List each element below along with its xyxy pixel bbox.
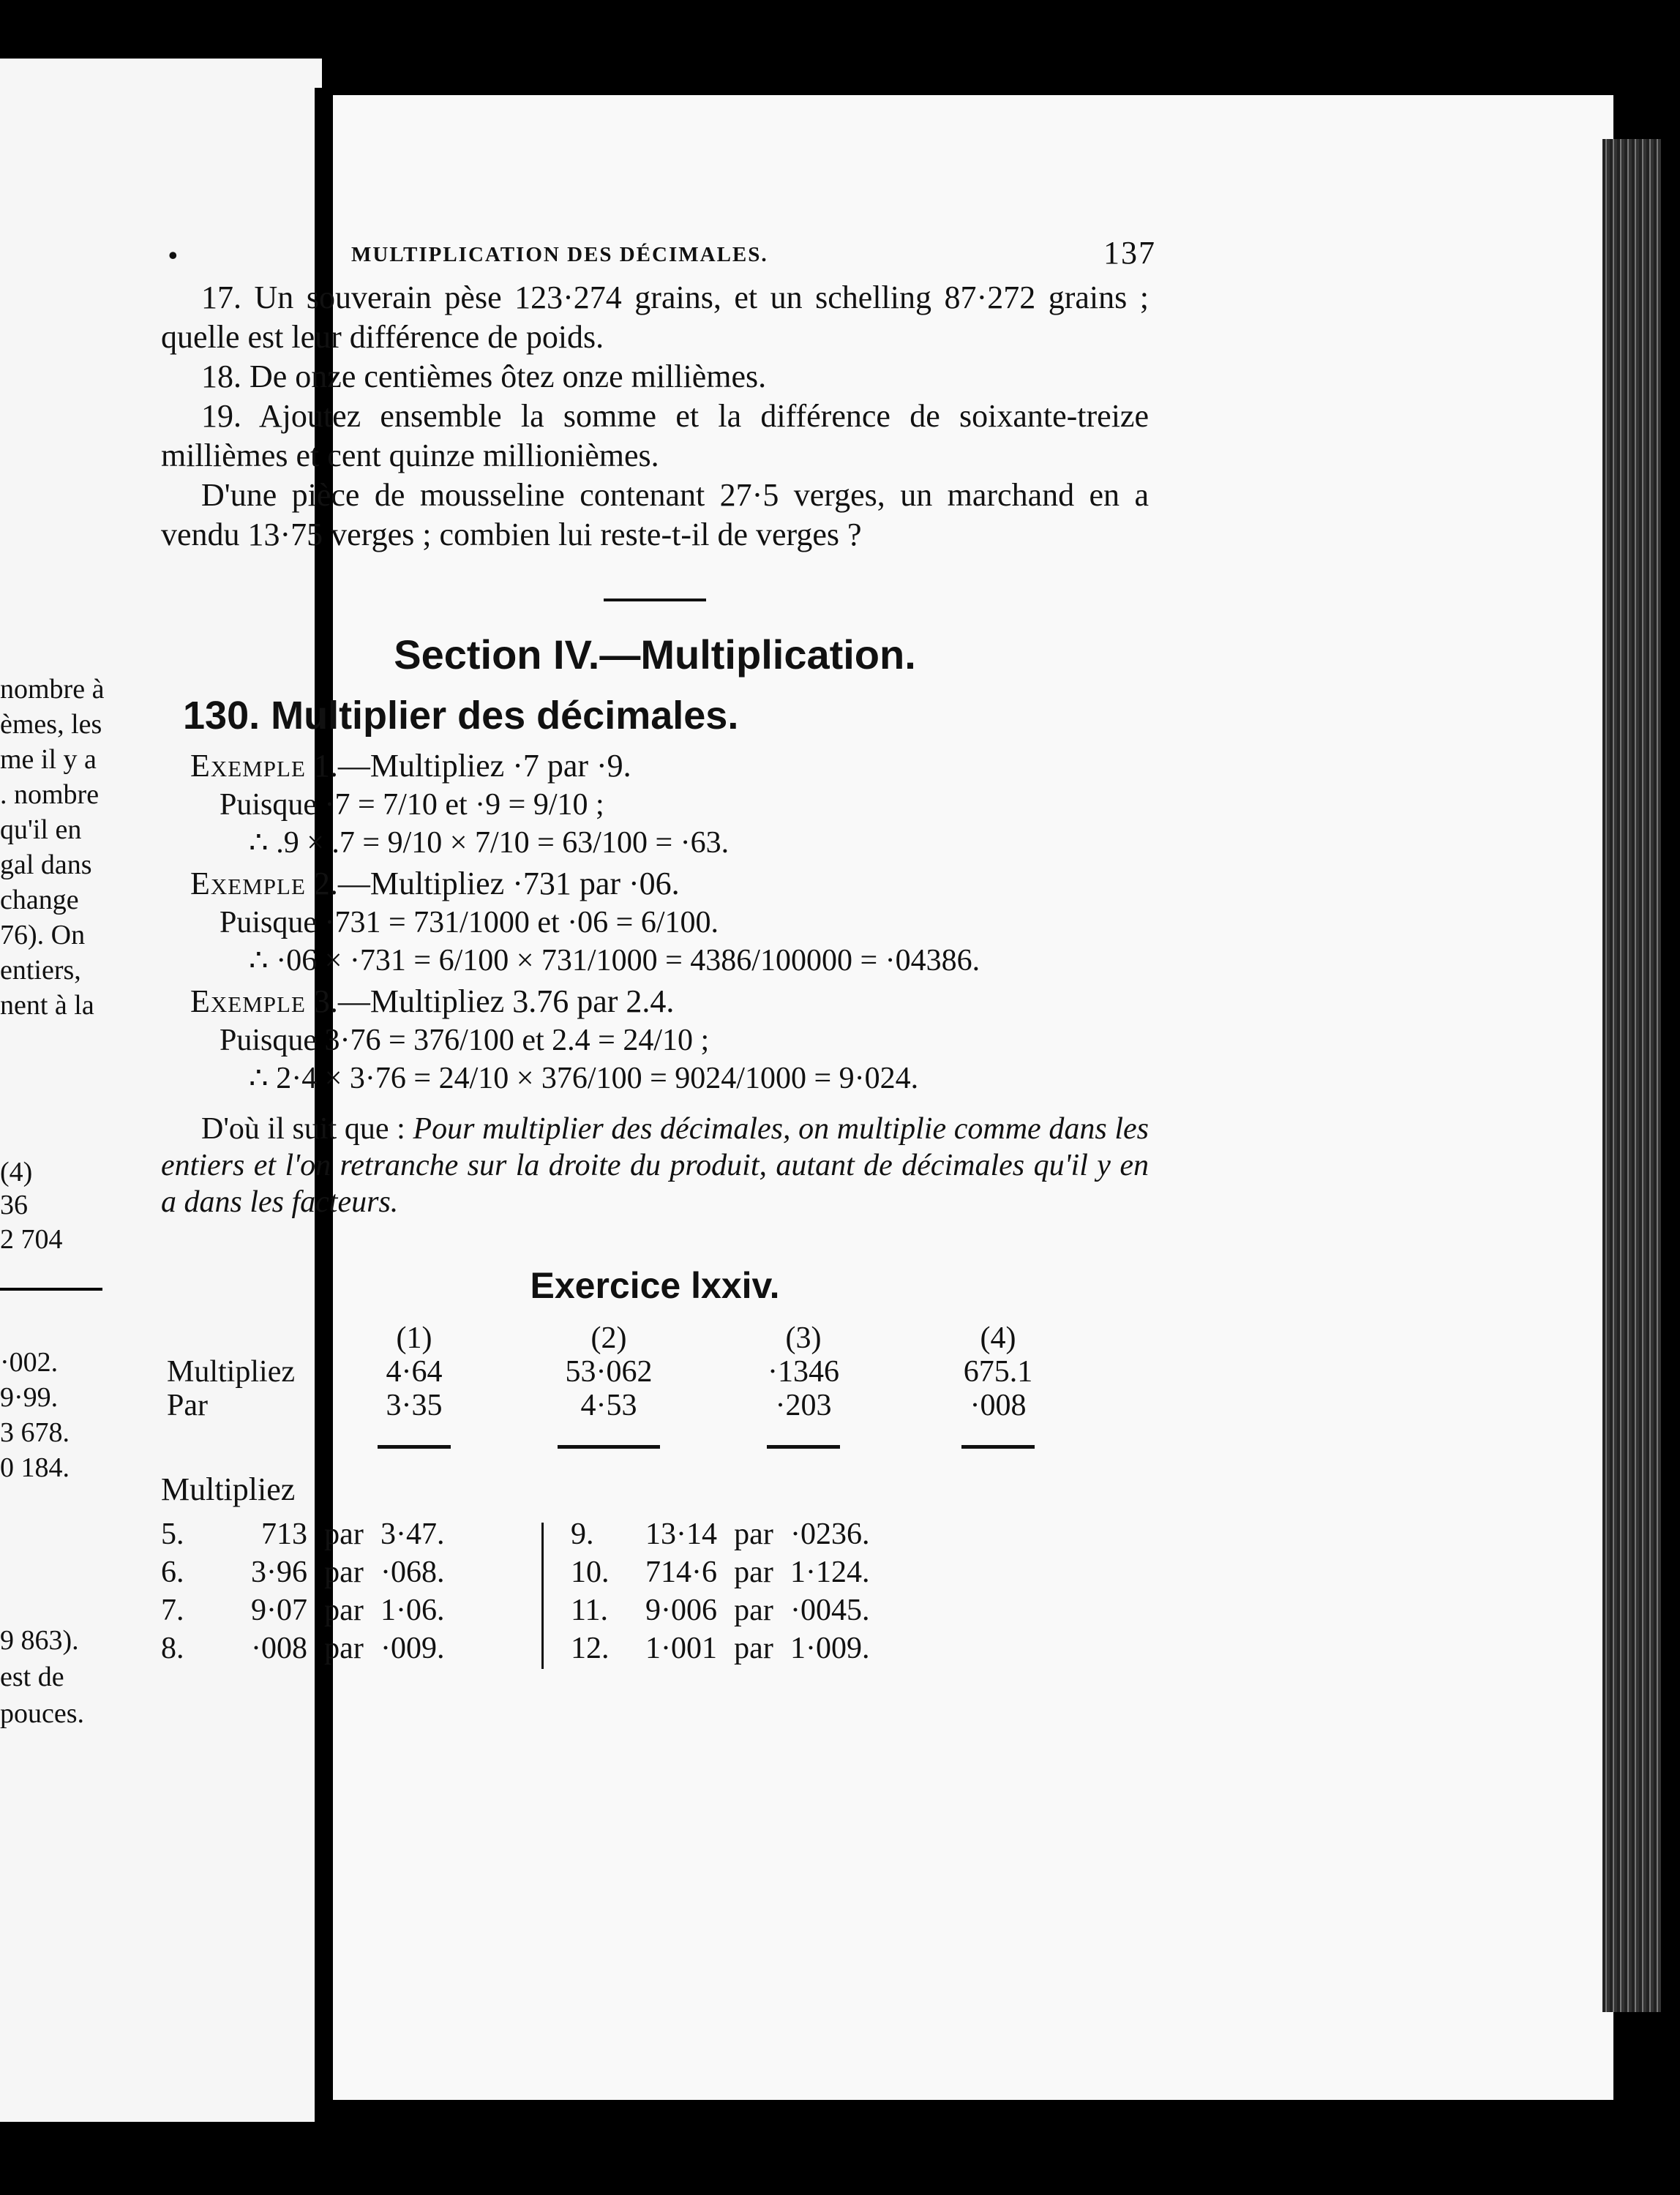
page-number: 137 bbox=[1103, 235, 1156, 271]
left-fragment: me il y a bbox=[0, 744, 97, 775]
left-answer: 3 678. bbox=[0, 1417, 70, 1448]
table-row bbox=[161, 1321, 1095, 1355]
left-sum-rule bbox=[0, 1288, 102, 1291]
left-fragment: nombre à bbox=[0, 674, 105, 705]
column-number: (2) bbox=[590, 1321, 627, 1355]
header-dot: • bbox=[168, 241, 179, 270]
table-cell: 4·53 bbox=[580, 1389, 637, 1422]
list-item: 6. 3·96 par ·068. bbox=[161, 1556, 445, 1589]
example-2-line-1: Puisque ·731 = 731/1000 et ·06 = 6/100. bbox=[220, 906, 719, 939]
example-1-line-1: Puisque ·7 = 7/10 et ·9 = 9/10 ; bbox=[220, 788, 604, 822]
left-tail: est de bbox=[0, 1662, 64, 1692]
answer-rule bbox=[378, 1445, 451, 1449]
list-item: 8. ·008 par ·009. bbox=[161, 1632, 445, 1665]
exercise-table bbox=[161, 1321, 1095, 1456]
left-tail: 9 863). bbox=[0, 1625, 79, 1656]
list-item: 9. 13·14 par ·0236. bbox=[571, 1517, 870, 1551]
answer-rule bbox=[558, 1445, 660, 1449]
left-fragment: èmes, les bbox=[0, 709, 102, 740]
exercise-problems bbox=[161, 1515, 1149, 1684]
example-3-line-2: ∴ 2·4 × 3·76 = 24/10 × 376/100 = 9024/1000 = 9·024. bbox=[249, 1062, 919, 1095]
left-tail: pouces. bbox=[0, 1698, 85, 1729]
table-cell: 675.1 bbox=[963, 1355, 1033, 1389]
section-divider bbox=[604, 599, 706, 601]
problem-18: 18. De onze centièmes ôtez onze millièmes. bbox=[201, 359, 767, 394]
example-label: Exemple bbox=[190, 983, 306, 1019]
left-fragment: . nombre bbox=[0, 779, 100, 810]
left-fragment: qu'il en bbox=[0, 814, 82, 845]
article-title: 130. Multiplier des décimales. bbox=[183, 694, 739, 738]
example-label: Exemple bbox=[190, 748, 306, 784]
problem-17: 17. Un souverain pèse 123·274 grains, et un schelling 87·272 grains ; quelle est leur différence de poids. bbox=[161, 279, 1149, 355]
table-cell: 3·35 bbox=[386, 1389, 443, 1422]
running-head bbox=[161, 227, 1156, 278]
problems-left-column bbox=[161, 1515, 445, 1667]
left-sum: 2 704 bbox=[0, 1224, 63, 1255]
example-1-heading bbox=[190, 747, 1149, 784]
column-divider bbox=[541, 1523, 544, 1669]
table-row bbox=[161, 1389, 1095, 1422]
rule-statement bbox=[161, 1111, 1149, 1220]
column-number: (3) bbox=[785, 1321, 822, 1355]
column-number: (1) bbox=[396, 1321, 432, 1355]
list-item: 7. 9·07 par 1·06. bbox=[161, 1594, 445, 1627]
table-cell: 53·062 bbox=[565, 1355, 653, 1389]
example-2-heading bbox=[190, 865, 1149, 902]
example-label: Exemple bbox=[190, 866, 306, 901]
section-title: Section IV.—Multiplication. bbox=[394, 631, 916, 678]
example-text: 1.—Multipliez ·7 par ·9. bbox=[305, 748, 631, 784]
exercise-title: Exercice lxxiv. bbox=[530, 1265, 780, 1306]
exercise-subheading: Multipliez bbox=[161, 1471, 296, 1507]
table-cell: ·203 bbox=[775, 1389, 832, 1422]
list-item: 5. 713 par 3·47. bbox=[161, 1517, 445, 1551]
table-row bbox=[161, 1355, 1095, 1389]
left-fragment: 76). On bbox=[0, 920, 86, 950]
list-item: 12. 1·001 par 1·009. bbox=[571, 1632, 870, 1665]
list-item: 10. 714·6 par 1·124. bbox=[571, 1556, 870, 1589]
left-fragment: nent à la bbox=[0, 990, 94, 1021]
list-item: 11. 9·006 par ·0045. bbox=[571, 1594, 870, 1627]
table-row bbox=[161, 1422, 1095, 1456]
rule-text: Pour multiplier des décimales, on multiplie comme dans les entiers et l'on retranche sur la droite du produit, autant de décimales qu'il y en a dans les facteurs. bbox=[161, 1112, 1149, 1219]
left-answer: 0 184. bbox=[0, 1452, 70, 1483]
table-cell: ·008 bbox=[970, 1389, 1027, 1422]
table-cell: ·1346 bbox=[767, 1355, 839, 1389]
example-1-line-2: ∴ .9 × .7 = 9/10 × 7/10 = 63/100 = ·63. bbox=[249, 826, 730, 860]
answer-rule bbox=[961, 1445, 1035, 1449]
left-answer: ·002. bbox=[0, 1347, 59, 1378]
answer-rule bbox=[767, 1445, 840, 1449]
problem-20: D'une pièce de mousseline contenant 27·5 verges, un marchand en a vendu 13·75 verges ; combien lui reste-t-il de verges ? bbox=[161, 477, 1149, 552]
left-fragment: change bbox=[0, 885, 79, 915]
left-sum: 36 bbox=[0, 1190, 28, 1220]
example-text: 3.—Multipliez 3.76 par 2.4. bbox=[305, 983, 675, 1019]
rule-lead: D'où il suit que : bbox=[201, 1112, 413, 1146]
example-2-line-2: ∴ ·06 × ·731 = 6/100 × 731/1000 = 4386/100000 = ·04386. bbox=[249, 944, 980, 978]
left-fragment: gal dans bbox=[0, 849, 92, 880]
running-title: MULTIPLICATION DES DÉCIMALES. bbox=[351, 243, 768, 266]
row-label: Multipliez bbox=[167, 1355, 295, 1389]
left-fragment: entiers, bbox=[0, 955, 81, 986]
example-3-heading bbox=[190, 983, 1149, 1020]
table-cell: 4·64 bbox=[386, 1355, 443, 1389]
page-edges bbox=[1602, 139, 1661, 2012]
left-sum: (4) bbox=[0, 1157, 33, 1187]
problems-right-column bbox=[571, 1515, 870, 1667]
row-label: Par bbox=[167, 1389, 208, 1422]
example-text: 2.—Multipliez ·731 par ·06. bbox=[305, 866, 680, 901]
left-answer: 9·99. bbox=[0, 1382, 59, 1413]
example-3-line-1: Puisque 3·76 = 376/100 et 2.4 = 24/10 ; bbox=[220, 1024, 710, 1057]
problem-19: 19. Ajoutez ensemble la somme et la différence de soixante-treize millièmes et cent quinze millionièmes. bbox=[161, 398, 1149, 473]
column-number: (4) bbox=[980, 1321, 1016, 1355]
page-content bbox=[161, 227, 1156, 1684]
